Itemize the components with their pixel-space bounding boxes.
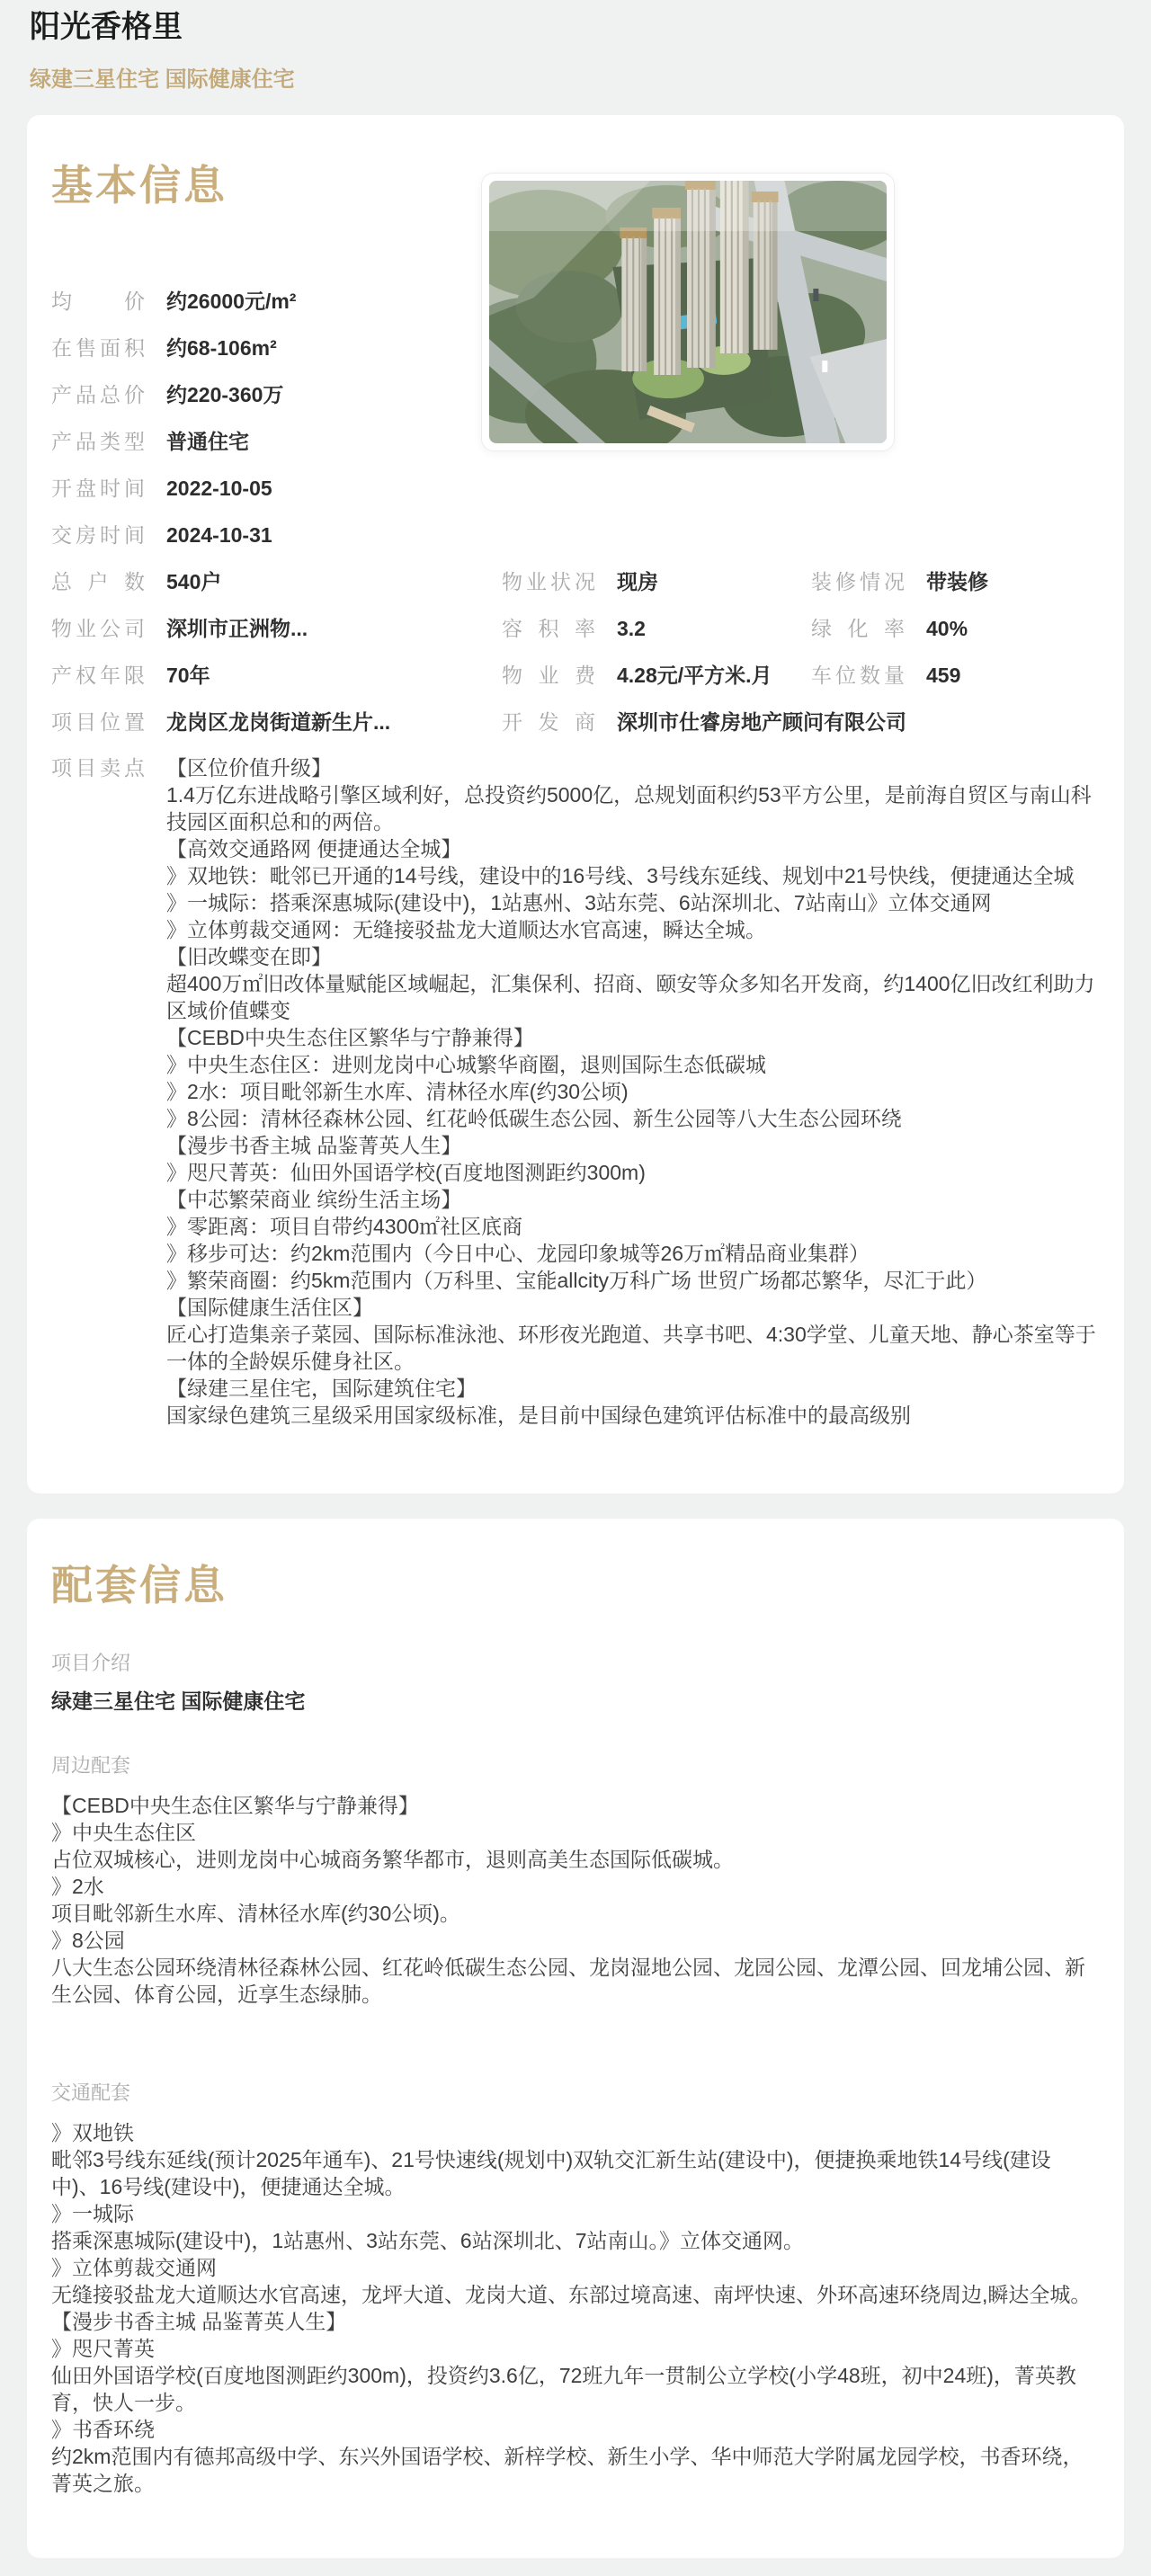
field-value: 约68-106m²	[166, 336, 277, 360]
project-intro-label: 项目介绍	[51, 1652, 131, 1674]
field-label: 均价	[51, 290, 145, 313]
selling-point-line: 》2水：项目毗邻新生水库、清林径水库(约30公顷)	[166, 1080, 629, 1103]
field-label: 开盘时间	[51, 477, 145, 500]
traffic-facility-line: 约2km范围内有德邦高级中学、东兴外国语学校、新梓学校、新生小学、华中师范大学附属龙园学校，书香环绕，菁英之旅。	[51, 2445, 1084, 2495]
field-label: 容积率	[502, 617, 595, 640]
field-value: 深圳市正洲物...	[166, 617, 308, 640]
around-facility-line: 》8公园	[51, 1929, 125, 1952]
selling-point-line: 1.4万亿东进战略引擎区域利好，总投资约5000亿，总规划面积约53平方公里，是前海自贸区与南山科技园区面积总和的两倍。	[166, 783, 1092, 833]
field-label: 项目卖点	[51, 756, 145, 780]
field-value: 459	[926, 664, 961, 687]
field-value: 2022-10-05	[166, 477, 272, 500]
traffic-facility-line: 仙田外国语学校(百度地图测距约300m)，投资约3.6亿，72班九年一贯制公立学校(小学48班，初中24班)，菁英教育，快人一步。	[51, 2364, 1076, 2414]
field-value: 2024-10-31	[166, 523, 272, 547]
page-title: 阳光香格里	[30, 10, 183, 44]
traffic-facility-line: 》书香环绕	[51, 2418, 155, 2441]
selling-point-line: 》8公园：清林径森林公园、红花岭低碳生态公园、新生公园等八大生态公园环绕	[166, 1107, 902, 1130]
around-facility-line: 》2水	[51, 1875, 104, 1898]
selling-point-line: 》中央生态住区：进则龙岗中心城繁华商圈，退则国际生态低碳城	[166, 1053, 766, 1076]
field-label: 物业费	[502, 664, 595, 687]
traffic-facility-line: 》立体剪裁交通网	[51, 2256, 217, 2279]
facilities-card	[27, 1519, 1124, 2558]
around-facility-line: 八大生态公园环绕清林径森林公园、红花岭低碳生态公园、龙岗湿地公园、龙园公园、龙潭公园、回龙埔公园、新生公园、体育公园，近享生态绿肺。	[51, 1956, 1085, 2006]
field-value: 4.28元/平方米.月	[617, 664, 772, 687]
selling-point-line: 》移步可达：约2km范围内（今日中心、龙园印象城等26万㎡精品商业集群）	[166, 1242, 870, 1265]
info-row-property-company	[51, 605, 1099, 652]
around-facility-line: 占位双城核心，进则龙岗中心城商务繁华都市，退则高美生态国际低碳城。	[51, 1848, 734, 1871]
traffic-facility-line: 【漫步书香主城 品鉴菁英人生】	[51, 2310, 347, 2333]
field-label: 产品总价	[51, 383, 145, 406]
field-label: 开发商	[502, 710, 595, 734]
info-row-open-date	[51, 465, 1099, 512]
field-value: 深圳市仕睿房地产顾问有限公司	[617, 710, 906, 734]
selling-point-line: 超400万㎡旧改体量赋能区域崛起，汇集保利、招商、颐安等众多知名开发商，约1400亿旧改红利助力区域价值蝶变	[166, 972, 1095, 1022]
selling-point-line: 【区位价值升级】	[166, 756, 332, 780]
selling-point-line: 》立体剪裁交通网：无缝接驳盐龙大道顺达水官高速，瞬达全城。	[166, 918, 766, 941]
selling-point-line: 【CEBD中央生态住区繁华与宁静兼得】	[166, 1026, 534, 1049]
traffic-facility-line: 搭乘深惠城际(建设中)，1站惠州、3站东莞、6站深圳北、7站南山。》立体交通网。	[51, 2229, 804, 2252]
field-label: 装修情况	[811, 570, 905, 593]
field-label: 产品类型	[51, 430, 145, 453]
field-label: 项目位置	[51, 710, 145, 734]
info-row-location	[51, 699, 1099, 745]
selling-point-line: 国家绿色建筑三星级采用国家级标准，是目前中国绿色建筑评估标准中的最高级别	[166, 1404, 911, 1427]
selling-point-line: 【国际健康生活住区】	[166, 1296, 373, 1319]
traffic-facility-line: 无缝接驳盐龙大道顺达水官高速，龙坪大道、龙岗大道、东部过境高速、南坪快速、外环高速环绕周边,瞬达全城。	[51, 2283, 1092, 2306]
around-facility-line: 项目毗邻新生水库、清林径水库(约30公顷)。	[51, 1902, 460, 1925]
selling-point-line: 【漫步书香主城 品鉴菁英人生】	[166, 1134, 462, 1157]
selling-point-line: 》一城际：搭乘深惠城际(建设中)，1站惠州、3站东莞、6站深圳北、7站南山》立体交通网	[166, 891, 992, 914]
field-label: 绿化率	[811, 617, 905, 640]
basic-info-card	[27, 115, 1124, 1493]
info-row-area	[51, 325, 1099, 371]
field-value: 40%	[926, 617, 968, 640]
traffic-facilities-text	[51, 2119, 1099, 2497]
field-value: 带装修	[926, 570, 988, 593]
info-row-selling-points	[51, 745, 1099, 1429]
project-intro-value: 绿建三星住宅 国际健康住宅	[51, 1689, 306, 1713]
selling-point-line: 【高效交通路网 便捷通达全城】	[166, 837, 462, 860]
traffic-facility-line: 》一城际	[51, 2202, 134, 2225]
field-value: 约220-360万	[166, 383, 284, 406]
field-label: 产权年限	[51, 664, 145, 687]
field-label: 总户数	[51, 570, 145, 593]
field-label: 物业状况	[502, 570, 595, 593]
field-value: 现房	[617, 570, 658, 593]
page-subtitle: 绿建三星住宅 国际健康住宅	[30, 67, 295, 92]
around-facilities-text	[51, 1792, 1099, 2008]
facilities-title: 配套信息	[51, 1562, 228, 1609]
field-value: 普通住宅	[166, 430, 249, 453]
selling-point-line: 【中芯繁荣商业 缤纷生活主场】	[166, 1188, 462, 1211]
selling-points-text	[166, 754, 1099, 1429]
field-label: 物业公司	[51, 617, 145, 640]
info-row-delivery-date	[51, 512, 1099, 558]
traffic-facility-line: 》双地铁	[51, 2121, 134, 2144]
traffic-facility-line: 》咫尺菁英	[51, 2337, 155, 2360]
info-row-total-price	[51, 371, 1099, 418]
info-row-tenure	[51, 652, 1099, 699]
selling-point-line: 》双地铁：毗邻已开通的14号线，建设中的16号线、3号线东延线、规划中21号快线，便捷通达全城	[166, 864, 1075, 887]
selling-point-line: 》零距离：项目自带约4300㎡社区底商	[166, 1215, 523, 1238]
selling-point-line: 匠心打造集亲子菜园、国际标准泳池、环形夜光跑道、共享书吧、4:30学堂、儿童天地、静心茶室等于一体的全龄娱乐健身社区。	[166, 1323, 1096, 1373]
traffic-facilities-label: 交通配套	[51, 2081, 131, 2104]
page-header	[30, 7, 295, 94]
info-row-product-type	[51, 418, 1099, 465]
around-facility-line: 【CEBD中央生态住区繁华与宁静兼得】	[51, 1794, 419, 1817]
around-facility-line: 》中央生态住区	[51, 1821, 196, 1844]
basic-info-rows	[51, 278, 1099, 1429]
field-label: 车位数量	[811, 664, 905, 687]
basic-info-title: 基本信息	[51, 162, 228, 209]
selling-point-line: 【绿建三星住宅，国际建筑住宅】	[166, 1377, 477, 1400]
selling-point-line: 》繁荣商圈：约5km范围内（万科里、宝能allcity万科广场 世贸广场都芯繁华，尽汇于此）	[166, 1269, 987, 1292]
selling-point-line: 》咫尺菁英：仙田外国语学校(百度地图测距约300m)	[166, 1161, 646, 1184]
field-value: 龙岗区龙岗街道新生片...	[166, 710, 391, 734]
info-row-households	[51, 558, 1099, 605]
field-value: 约26000元/m²	[166, 290, 297, 313]
around-facilities-label: 周边配套	[51, 1754, 131, 1777]
info-row-price	[51, 278, 1099, 325]
traffic-facility-line: 毗邻3号线东延线(预计2025年通车)、21号快速线(规划中)双轨交汇新生站(建设中)，便捷换乘地铁14号线(建设中)、16号线(建设中)，便捷通达全城。	[51, 2148, 1051, 2198]
field-value: 540户	[166, 570, 222, 593]
field-value: 3.2	[617, 617, 646, 640]
field-value: 70年	[166, 664, 210, 687]
field-label: 在售面积	[51, 336, 145, 360]
field-label: 交房时间	[51, 523, 145, 547]
selling-point-line: 【旧改蝶变在即】	[166, 945, 332, 968]
